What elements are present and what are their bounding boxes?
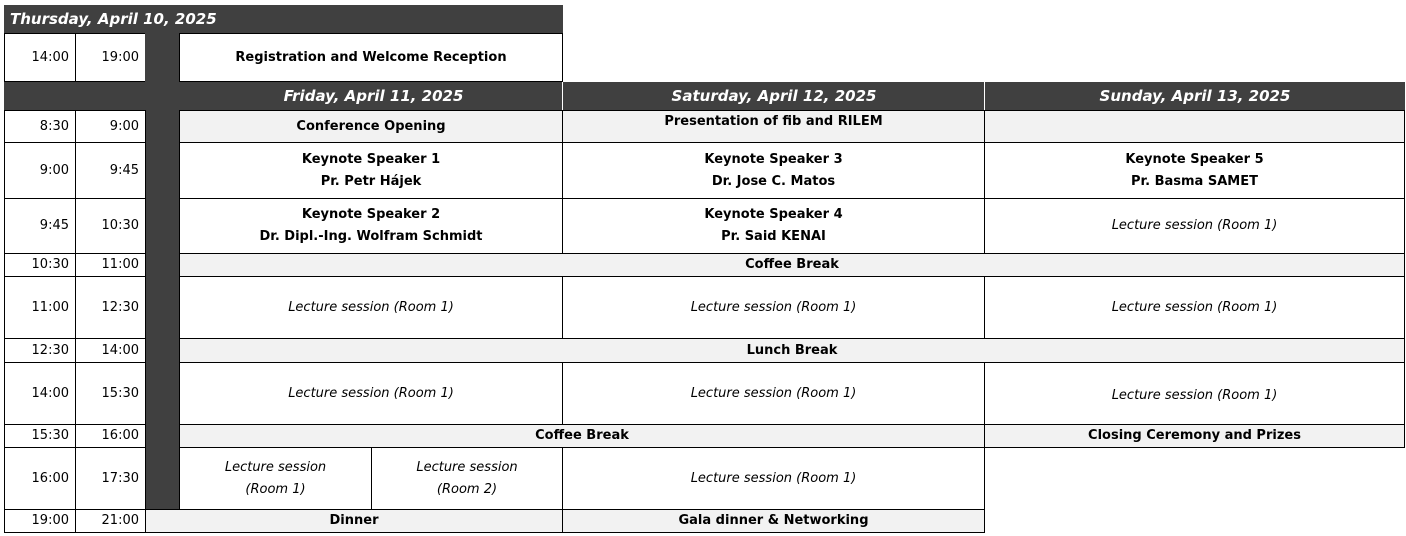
friday-lecture-session: Lecture session (Room 1) (179, 362, 563, 425)
keynote-speaker: Pr. Said KENAI (721, 229, 826, 244)
coffee-break-morning: Coffee Break (179, 253, 1405, 277)
friday-dinner: Dinner (145, 509, 563, 533)
friday-header-text: Friday, April 11, 2025 (283, 87, 464, 105)
friday-conference-opening: Conference Opening (179, 110, 563, 143)
room-label: (Room 1) (245, 481, 306, 497)
slot-start-time: 14:00 (4, 362, 76, 425)
keynote-title: Keynote Speaker 1 (301, 151, 441, 167)
keynote-title: Keynote Speaker 4 (704, 207, 843, 222)
slot-start-time: 8:30 (4, 110, 76, 143)
thursday-event: Registration and Welcome Reception (179, 33, 563, 82)
slot-end-time: 17:30 (75, 447, 146, 510)
slot-end-time: 11:00 (75, 253, 146, 277)
lecture-label: Lecture session (224, 459, 327, 475)
keynote-title: Keynote Speaker 5 (1125, 151, 1264, 167)
saturday-header: Saturday, April 12, 2025 (562, 82, 985, 110)
keynote-speaker: Dr. Dipl.-Ing. Wolfram Schmidt (259, 229, 483, 244)
slot-start-time: 10:30 (4, 253, 76, 277)
keynote-speaker: Pr. Petr Hájek (320, 173, 422, 189)
friday-lecture-session: Lecture session (Room 1) (179, 276, 563, 339)
friday-keynote-2 (179, 198, 563, 254)
fib-rilem-text: Presentation of fib and RILEM (664, 114, 883, 129)
slot-start-time: 12:30 (4, 338, 76, 363)
thursday-header-text: Thursday, April 10, 2025 (10, 10, 217, 28)
sunday-lecture-session: Lecture session (Room 1) (984, 198, 1405, 254)
keynote-speaker: Dr. Jose C. Matos (711, 173, 836, 189)
thursday-header (4, 5, 563, 33)
keynote-speaker: Pr. Basma SAMET (1131, 173, 1258, 189)
saturday-keynote-4 (562, 198, 985, 254)
slot-end-time: 16:00 (75, 424, 146, 448)
sunday-header: Sunday, April 13, 2025 (984, 82, 1405, 110)
saturday-fib-rilem (562, 110, 985, 143)
saturday-keynote-3 (562, 142, 985, 199)
slot-start-time: 11:00 (4, 276, 76, 339)
slot-end-time: 15:30 (75, 362, 146, 425)
coffee-break-afternoon: Coffee Break (179, 424, 985, 448)
slot-end-time: 21:00 (75, 509, 146, 533)
saturday-gala-dinner: Gala dinner & Networking (562, 509, 985, 533)
saturday-lecture-session: Lecture session (Room 1) (562, 276, 985, 339)
sunday-keynote-5 (984, 142, 1405, 199)
slot-start-time: 19:00 (4, 509, 76, 533)
saturday-lecture-session: Lecture session (Room 1) (562, 362, 985, 425)
friday-keynote-1 (179, 142, 563, 199)
slot-end-time: 9:45 (75, 142, 146, 199)
slot-start-time: 9:00 (4, 142, 76, 199)
keynote-title: Keynote Speaker 2 (301, 207, 441, 222)
thursday-spacer (145, 33, 180, 82)
slot-start-time: 15:30 (4, 424, 76, 448)
thursday-start-time: 14:00 (4, 33, 76, 82)
sunday-lecture-session: Lecture session (Room 1) (984, 362, 1405, 425)
sunday-empty-opening (984, 110, 1405, 143)
slot-end-time: 10:30 (75, 198, 146, 254)
lunch-break: Lunch Break (179, 338, 1405, 363)
sunday-closing-ceremony: Closing Ceremony and Prizes (984, 424, 1405, 448)
slot-end-time: 14:00 (75, 338, 146, 363)
friday-lecture-room-1 (179, 447, 372, 510)
keynote-title: Keynote Speaker 3 (704, 151, 843, 167)
slot-start-time: 16:00 (4, 447, 76, 510)
slot-end-time: 12:30 (75, 276, 146, 339)
time-spacer-column (145, 110, 180, 510)
slot-end-time: 9:00 (75, 110, 146, 143)
room-label: (Room 2) (436, 481, 498, 497)
sunday-lecture-session: Lecture session (Room 1) (984, 276, 1405, 339)
friday-lecture-room-2 (371, 447, 563, 510)
saturday-lecture-session: Lecture session (Room 1) (562, 447, 985, 510)
friday-header (4, 82, 563, 110)
lecture-label: Lecture session (416, 459, 518, 475)
thursday-end-time: 19:00 (75, 33, 146, 82)
slot-start-time: 9:45 (4, 198, 76, 254)
